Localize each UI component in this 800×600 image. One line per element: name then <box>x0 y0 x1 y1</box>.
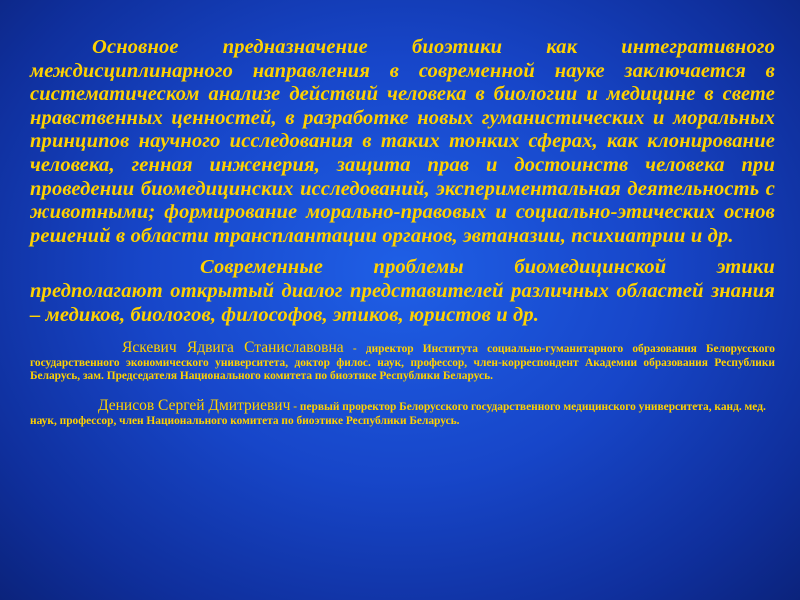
paragraph-modern-problems: Современные проблемы биомедицинской этики предполагают открытый диалог представителей различных областей знания – медиков, биологов, философов, этиков, юристов и др. <box>30 256 775 326</box>
author-separator: - <box>343 343 366 356</box>
author-credit-yaskevich <box>30 341 775 384</box>
author-credit-denisov <box>30 396 775 428</box>
author-description: директор Института социально-гуманитарного образования Белорусского государственного экономического университета, доктор филос. наук, профессор, член-корреспондент Академии образования Республики Беларусь, зам. Председателя Национального комитета по биоэтике Республики Беларусь. <box>30 343 775 383</box>
paragraph-bioethics-purpose: Основное предназначение биоэтики как интегративного междисциплинарного направления в современной науке заключается в систематическом анализе действий человека в биологии и медицине в свете нравственных ценностей, в разработке новых гуманистических и моральных принципов научного исследования в таких тонких сферах, как клонирование человека, генная инженерия, защита прав и достоинств человека при проведении биомедицинских исследований, экспериментальная деятельность с животными; формирование морально-правовых и социально-этических основ решений в области трансплантации органов, эвтаназии, психиатрии и др. <box>30 36 775 247</box>
author-name: Яскевич Ядвига Станиславовна <box>122 339 344 357</box>
slide-content <box>30 36 775 586</box>
author-description: первый проректор Белорусского государственного медицинского университета, канд. мед. наук, профессор, член Национального комитета по биоэтике Республики Беларусь. <box>30 400 766 427</box>
author-separator: - <box>290 400 300 413</box>
author-name: Денисов Сергей Дмитриевич <box>98 396 291 414</box>
